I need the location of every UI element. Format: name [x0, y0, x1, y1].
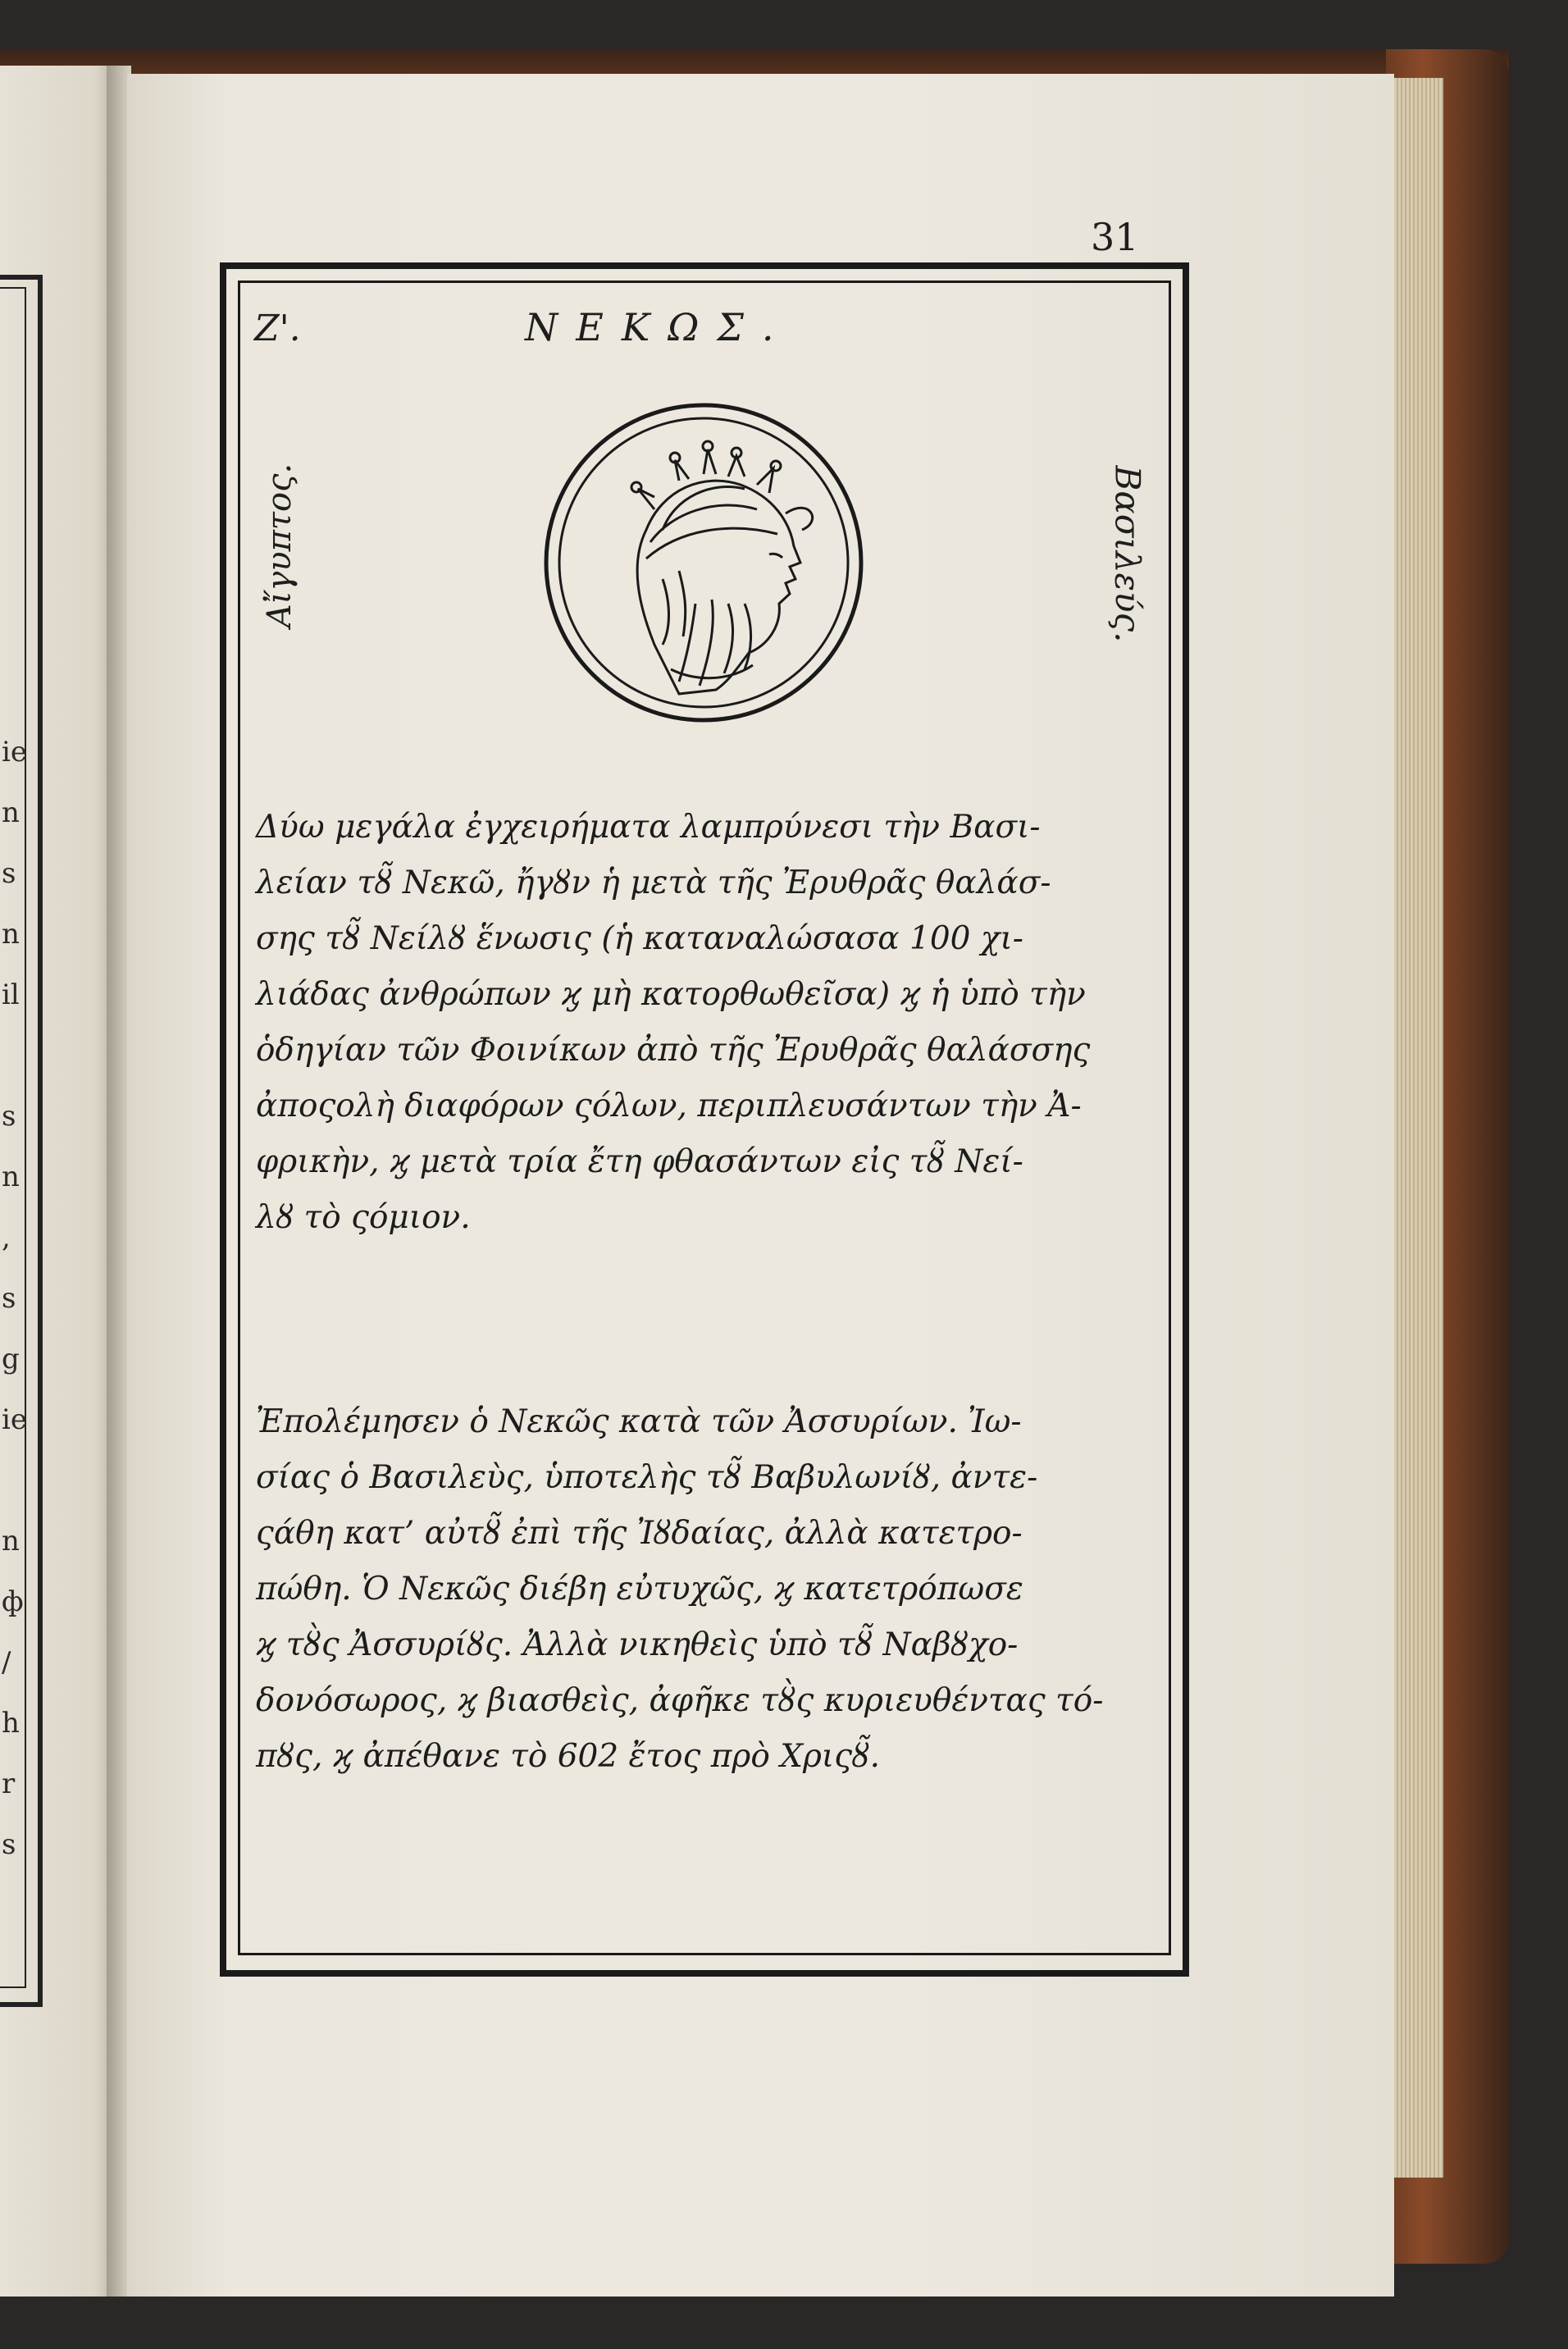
text-line: πȣς, ϗ ἀπέθανε τὸ 602 ἔτος πρὸ Χριςȣ̃.	[256, 1738, 880, 1775]
left-page-fragment: ie	[2, 736, 27, 769]
left-page-fragment: ф	[2, 1585, 24, 1618]
left-page-fragment: g	[2, 1343, 20, 1375]
left-page-fragment: ,	[2, 1221, 11, 1254]
text-line: ἀποςολὴ διαφόρων ςόλων, περιπλευσάντων τὴν Ἀ-	[256, 1088, 1082, 1124]
left-page-fragment: s	[2, 1282, 16, 1315]
left-page-fragment: s	[2, 1828, 16, 1861]
text-line: Δύω μεγάλα ἐγχειρήματα λαμπρύνεσι τὴν Βασι-	[256, 809, 1041, 846]
left-page-fragment: n	[2, 1161, 20, 1193]
left-page-fragment: n	[2, 1525, 20, 1558]
text-line: φρικὴν, ϗ μετὰ τρία ἔτη φθασάντων εἰς τȣ̃ Νεί-	[256, 1143, 1023, 1180]
text-line: πώθη. Ὁ Νεκῶς διέβη εὐτυχῶς, ϗ κατετρόπωσε	[256, 1571, 1023, 1608]
portrait-medallion-icon	[540, 399, 868, 727]
text-line: λȣ τὸ ςόμιον.	[256, 1199, 471, 1236]
entry-letter: Ζ'.	[254, 308, 301, 349]
text-line: δονόσωρος, ϗ βιασθεὶς, ἀφῆκε τȣ̀ς κυριευθέντας τό-	[256, 1682, 1104, 1719]
text-line: σης τȣ̃ Νείλȣ ἕνωσις (ἡ καταναλώσασα 100 χι-	[256, 920, 1023, 957]
side-label-right-text: Βασιλεύς.	[1107, 465, 1148, 642]
paragraph-1	[256, 800, 1158, 1246]
left-page-fragment	[2, 1025, 25, 1086]
page-number: 31	[1091, 215, 1139, 259]
text-line: λείαν τȣ̃ Νεκῶ, ἤγȣν ἡ μετὰ τῆς Ἐρυθρᾶς θαλάσ-	[256, 864, 1051, 901]
text-line: ὁδηγίαν τῶν Φοινίκων ἀπὸ τῆς Ἐρυθρᾶς θαλάσσης	[256, 1032, 1091, 1069]
left-page-fragment: /	[2, 1646, 11, 1679]
left-page-fragment	[2, 1450, 25, 1511]
left-page-fragment: h	[2, 1707, 20, 1740]
side-label-right	[1091, 443, 1165, 664]
paragraph-2	[256, 1394, 1158, 1785]
side-label-left-text: Αἴγυπτος.	[261, 463, 299, 628]
text-line: ϗ τȣ̀ς Ἀσσυρίȣς. Ἀλλὰ νικηθεὶς ὑπὸ τȣ̃ Ναβȣχο-	[256, 1626, 1019, 1663]
text-line: ςάθη κατ’ αὐτȣ̃ ἐπὶ τῆς Ἰȣδαίας, ἀλλὰ κατετρο-	[256, 1515, 1023, 1552]
page-block-edge	[1394, 78, 1443, 2178]
left-page-fragment: n	[2, 918, 20, 951]
side-label-left	[243, 426, 317, 664]
left-page-fragment: r	[2, 1767, 16, 1800]
left-page-text-fragments	[2, 722, 25, 1875]
text-line: λιάδας ἀνθρώπων ϗ μὴ κατορθωθεῖσα) ϗ ἡ ὑπὸ τὴν	[256, 976, 1086, 1013]
left-page-fragment: s	[2, 1100, 16, 1133]
left-page-fragment: ie	[2, 1403, 27, 1436]
text-line: Ἐπολέμησεν ὁ Νεκῶς κατὰ τῶν Ἀσσυρίων. Ἰω-	[256, 1403, 1022, 1440]
text-line: σίας ὁ Βασιλεὺς, ὑποτελὴς τȣ̃ Βαβυλωνίȣ, ἀντε-	[256, 1459, 1038, 1496]
left-page-fragment: il	[2, 978, 20, 1011]
ruler-name-heading: ΝΕΚΩΣ.	[525, 305, 792, 349]
left-page-fragment: s	[2, 857, 16, 890]
left-page-fragment: n	[2, 796, 20, 829]
